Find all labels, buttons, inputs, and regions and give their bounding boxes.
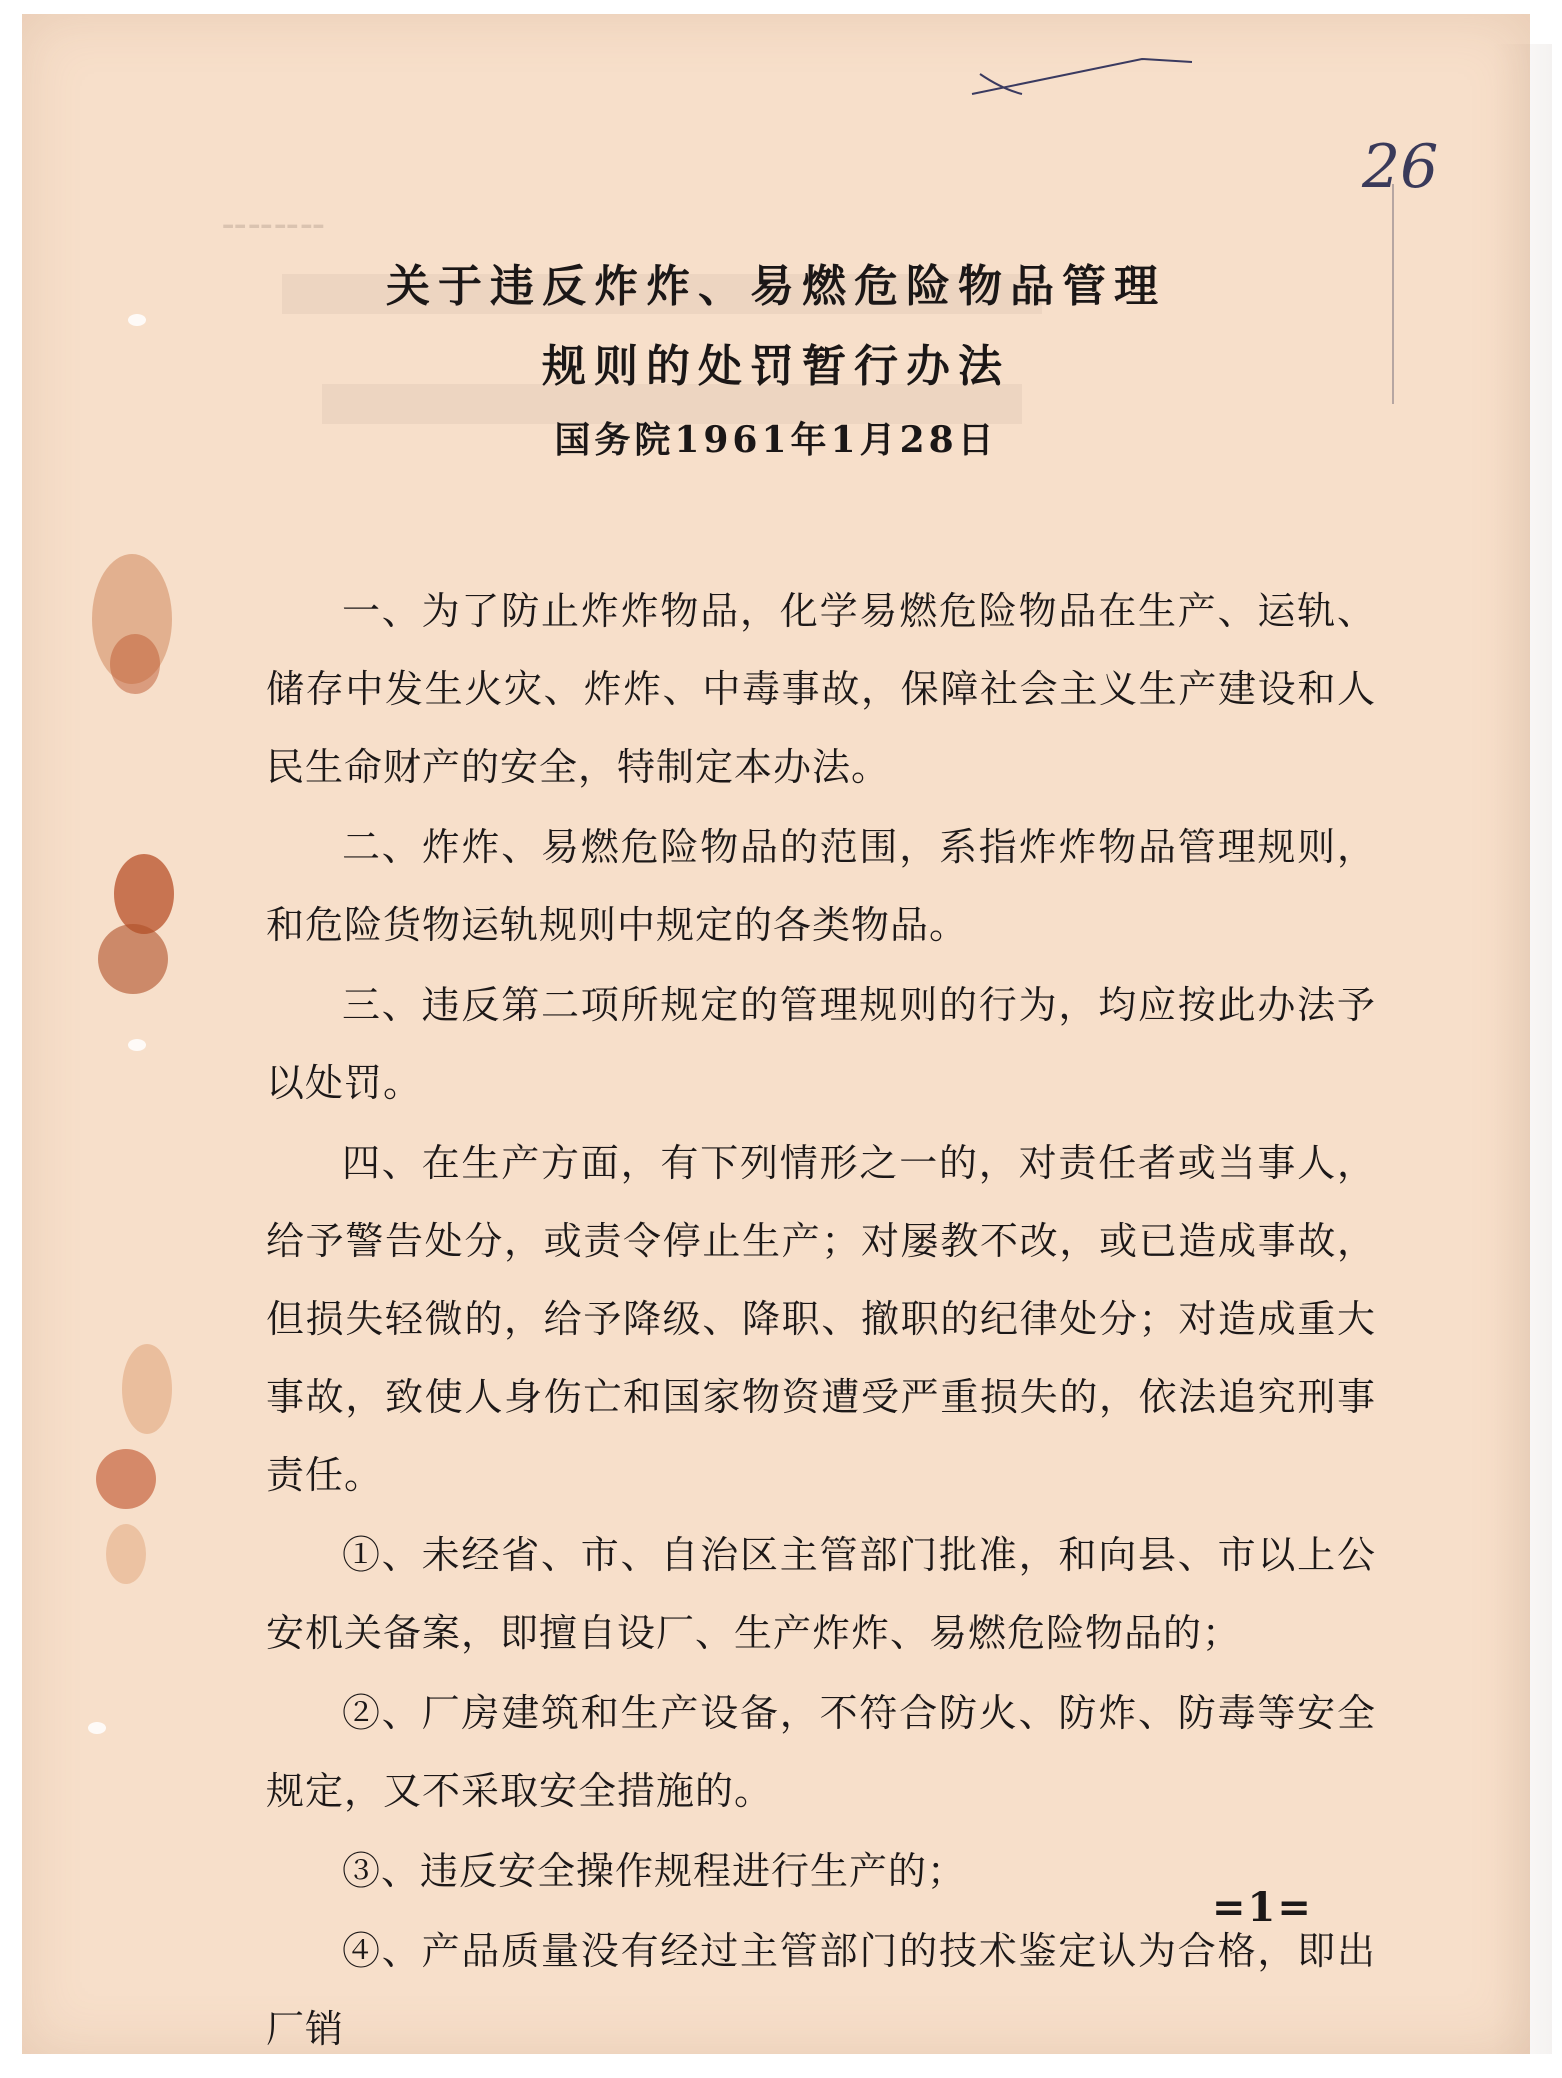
paragraph-1: 一、为了防止炸炸物品，化学易燃危险物品在生产、运轨、储存中发生火灾、炸炸、中毒事故，保障社会主义生产建设和人民生命财产的安全，特制定本办法。 <box>266 589 1376 789</box>
document-title-line-2: 规则的处罚暂行办法 <box>542 341 1010 392</box>
list-item-3: ③、违反安全操作规程进行生产的； <box>342 1849 967 1893</box>
paragraph-2: 二、炸炸、易燃危险物品的范围，系指炸炸物品管理规则，和危险货物运轨规则中规定的各类物品。 <box>266 825 1376 947</box>
binder-hole <box>128 1039 146 1051</box>
rust-stain <box>110 634 160 694</box>
pen-stroke-icon <box>962 34 1202 114</box>
binder-hole <box>88 1722 106 1734</box>
paragraph-4: 四、在生产方面，有下列情形之一的，对责任者或当事人，给予警告处分，或责令停止生产；对屡教不改，或已造成事故，但损失轻微的，给予降级、降职、撤职的纪律处分；对造成重大事故，致使人身伤亡和国家物资遭受严重损失的，依法追究刑事责任。 <box>266 1141 1376 1497</box>
handwritten-page-number: 26 <box>1362 132 1439 202</box>
binder-hole <box>128 314 146 326</box>
document-title-line-1: 关于违反炸炸、易燃危险物品管理 <box>386 261 1166 312</box>
rust-stain <box>106 1524 146 1584</box>
page-number: =1= <box>1212 1884 1313 1931</box>
document-body <box>266 572 1376 2070</box>
issuer-and-date: 国务院1961年1月28日 <box>554 419 998 461</box>
list-item-1: ①、未经省、市、自治区主管部门批准，和向县、市以上公安机关备案，即擅自设厂、生产炸炸、易燃危险物品的； <box>266 1533 1376 1655</box>
list-item-2: ②、厂房建筑和生产设备，不符合防火、防炸、防毒等安全规定，又不采取安全措施的。 <box>266 1691 1376 1813</box>
rust-stain <box>96 1449 156 1509</box>
list-item-4: ④、产品质量没有经过主管部门的技术鉴定认为合格，即出厂销 <box>266 1929 1376 2051</box>
rust-stain <box>122 1344 172 1434</box>
document-page <box>22 14 1530 2054</box>
rust-stain <box>114 854 174 934</box>
paragraph-3: 三、违反第二项所规定的管理规则的行为，均应按此办法予以处罚。 <box>266 983 1376 1105</box>
bleed-through: ╌╌╌╌ <box>222 204 327 250</box>
rust-stain <box>98 924 168 994</box>
